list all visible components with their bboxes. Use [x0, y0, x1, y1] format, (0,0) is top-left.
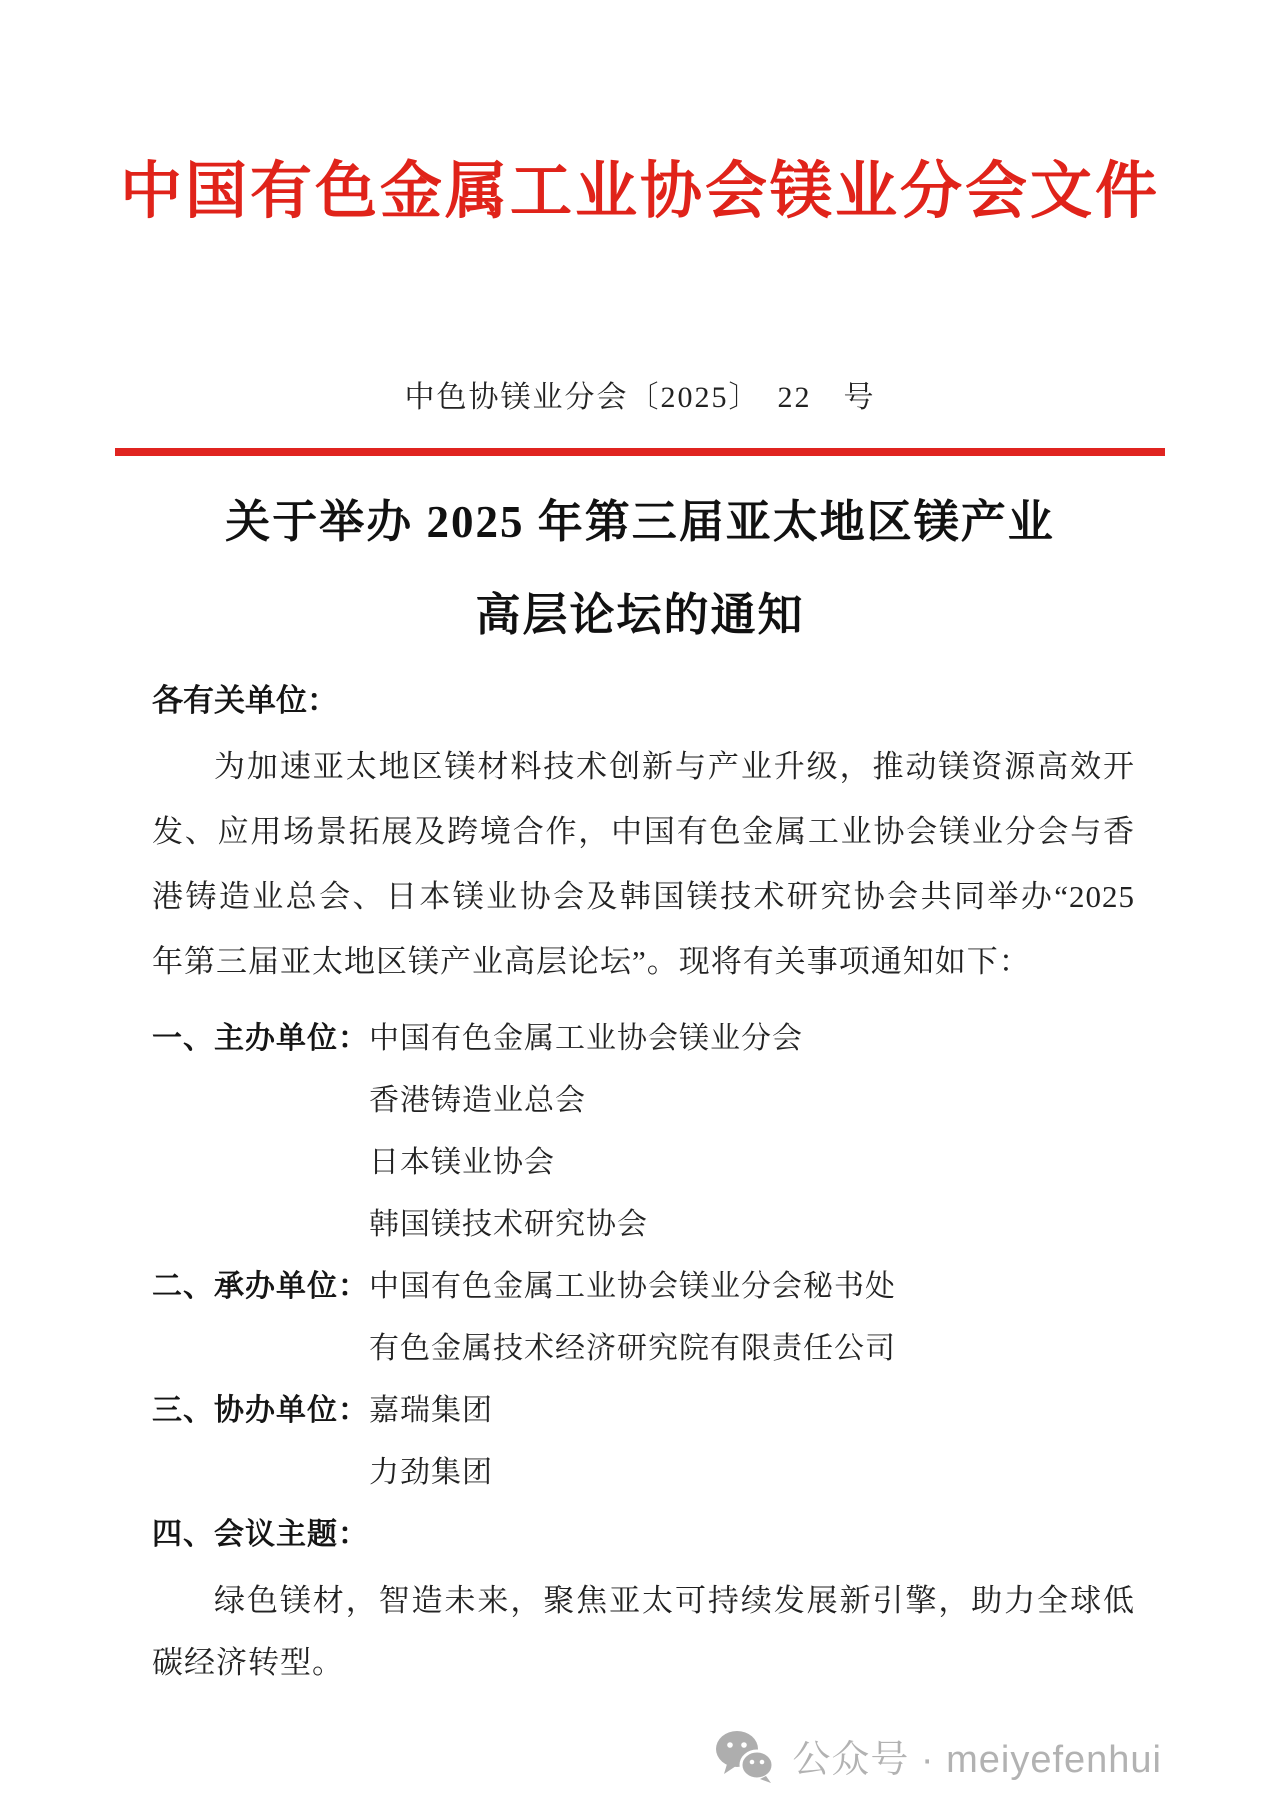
doc-title-line1: 关于举办 2025 年第三届亚太地区镁产业: [225, 497, 1055, 547]
section-item: 日本镁业协会: [369, 1146, 555, 1179]
section-row: [152, 1132, 1135, 1194]
doc-number: 中色协镁业分会〔2025〕 22 号: [404, 381, 876, 414]
org-title: 中国有色金属工业协会镁业分会文件: [119, 158, 1160, 226]
section-list: [152, 1008, 1135, 1566]
section-label: 二、承办单位：: [152, 1270, 369, 1303]
wechat-icon: [714, 1729, 776, 1783]
intro-paragraph: 为加速亚太地区镁材料技术创新与产业升级，推动镁资源高效开发、应用场景拓展及跨境合作，中国有色金属工业协会镁业分会与香港铸造业总会、日本镁业协会及韩国镁技术研究协会共同举办“2025 年第三届亚太地区镁产业高层论坛”。现将有关事项通知如下：: [152, 749, 1135, 979]
doc-title: [0, 476, 1280, 662]
section-row: [152, 1070, 1135, 1132]
watermark-text: 公众号 · meiyefenhui: [792, 1739, 1162, 1781]
section-item: 力劲集团: [369, 1456, 493, 1489]
section-row: [152, 1380, 1135, 1442]
watermark: [714, 1728, 1162, 1783]
section-row: [152, 1504, 1135, 1566]
section-row: [152, 1194, 1135, 1256]
section-label: 一、主办单位：: [152, 1022, 369, 1055]
section-item: 嘉瑞集团: [369, 1394, 493, 1427]
section-row: [152, 1256, 1135, 1318]
doc-title-line2: 高层论坛的通知: [475, 590, 805, 640]
section-label: 三、协办单位：: [152, 1394, 369, 1427]
theme-paragraph: 绿色镁材，智造未来，聚焦亚太可持续发展新引擎，助力全球低碳经济转型。: [152, 1583, 1135, 1680]
section-item: 香港铸造业总会: [369, 1084, 586, 1117]
section-row: [152, 1442, 1135, 1504]
section-item: 中国有色金属工业协会镁业分会秘书处: [369, 1270, 896, 1303]
section-row: [152, 1008, 1135, 1070]
section-item: 中国有色金属工业协会镁业分会: [369, 1022, 803, 1055]
red-divider: [115, 448, 1165, 456]
document-body: [0, 680, 1280, 1694]
section-row: [152, 1318, 1135, 1380]
section-label: 四、会议主题：: [152, 1518, 369, 1551]
section-item: 有色金属技术经济研究院有限责任公司: [369, 1332, 896, 1365]
salutation: 各有关单位：: [152, 683, 338, 718]
section-item: 韩国镁技术研究协会: [369, 1208, 648, 1241]
